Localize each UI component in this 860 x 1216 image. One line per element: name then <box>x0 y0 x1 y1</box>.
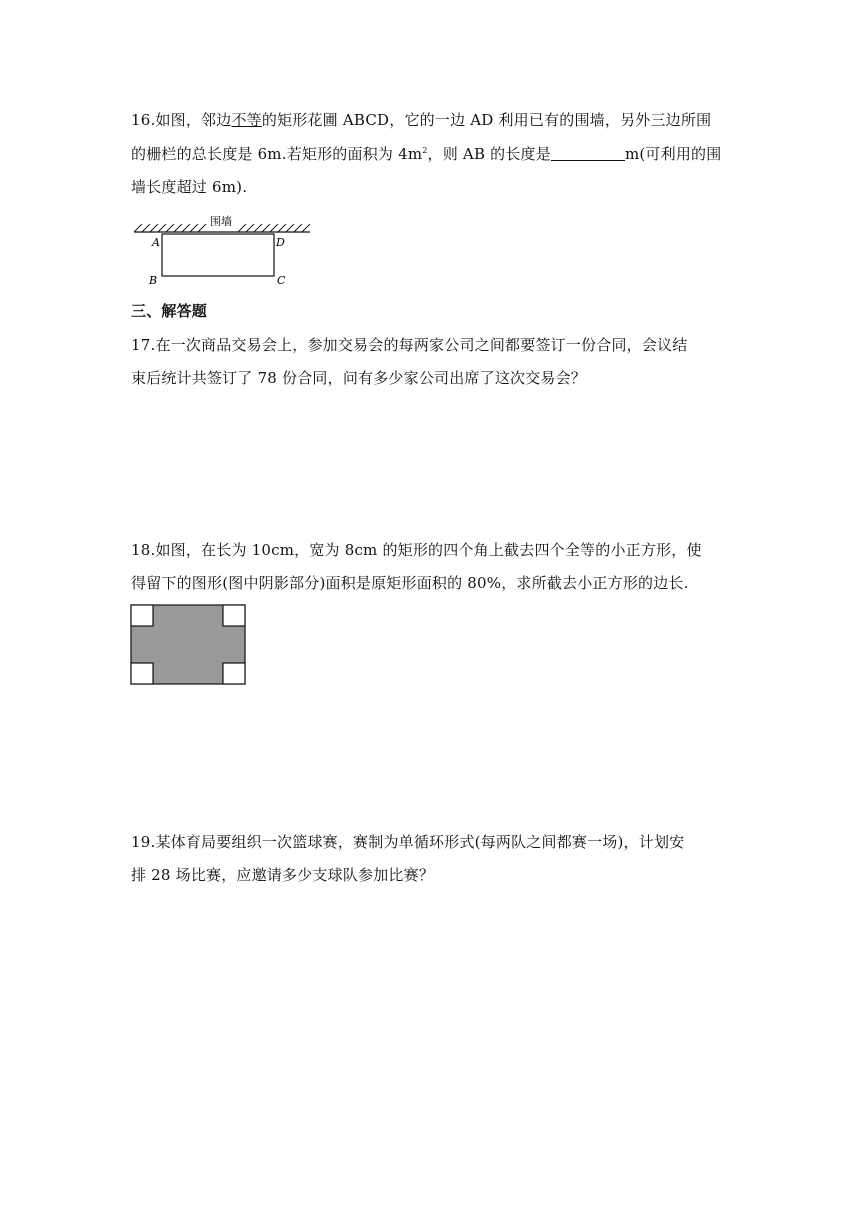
q18-figure <box>130 604 248 686</box>
q18-line-2: 得留下的图形(图中阴影部分)面积是原矩形面积的 80%，求所截去小正方形的边长. <box>131 574 689 592</box>
q16-text-2: 的栅栏的总长度是 6m.若矩形的面积为 4m <box>131 145 423 163</box>
section-heading: 三、解答题 <box>131 302 208 320</box>
q16-text-4: m(可利用的围 <box>624 145 722 163</box>
q16-line-2 <box>131 144 721 164</box>
q16-line-3 <box>131 177 247 197</box>
q16-figure <box>130 212 315 290</box>
label-d: D <box>276 236 285 249</box>
q16-text-5: 墙长度超过 6m). <box>131 178 248 196</box>
cut-square-bottom-left <box>131 663 153 684</box>
q17-line-2: 束后统计共签订了 78 份合同，问有多少家公司出席了这次交易会？ <box>131 369 587 387</box>
wall-label: 围墙 <box>210 215 232 228</box>
label-c: C <box>277 274 286 287</box>
cut-square-bottom-right <box>223 663 245 684</box>
q17-line-1: 17.在一次商品交易会上，参加交易会的每两家公司之间都要签订一份合同，会议结 <box>131 336 688 354</box>
rectangle-abcd <box>162 234 274 276</box>
cut-square-top-left <box>131 605 153 626</box>
q16-text-cont: 的矩形花圃 ABCD，它的一边 AD 利用已有的围墙，另外三边所围 <box>261 111 712 129</box>
q16-line-1 <box>131 110 711 130</box>
q19-line-2: 排 28 场比赛，应邀请多少支球队参加比赛？ <box>131 866 435 884</box>
q16-text: 16.如图，邻边 <box>131 111 232 129</box>
q16-text-3: ，则 AB 的长度是 <box>427 145 551 163</box>
label-a: A <box>152 236 160 249</box>
superscript-2: 2 <box>422 146 428 155</box>
cut-square-top-right <box>223 605 245 626</box>
q16-underlined-text: 不等 <box>231 111 262 129</box>
label-b: B <box>149 274 158 287</box>
answer-blank[interactable] <box>551 146 625 161</box>
q18-line-1: 18.如图，在长为 10cm，宽为 8cm 的矩形的四个角上截去四个全等的小正方形，使 <box>131 541 702 559</box>
q19-line-1: 19.某体育局要组织一次篮球赛，赛制为单循环形式(每两队之间都赛一场)，计划安 <box>131 833 685 851</box>
